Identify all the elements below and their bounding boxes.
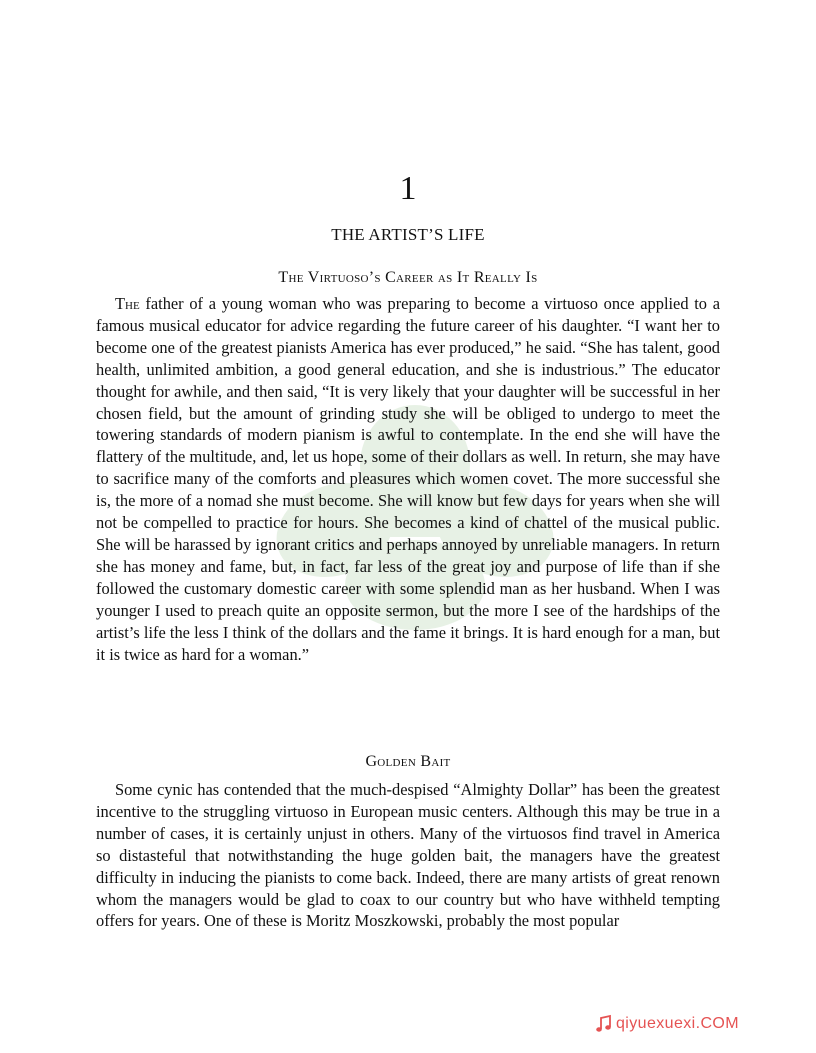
body-paragraph [96, 779, 720, 932]
body-paragraph [96, 293, 720, 665]
site-logo-text: qiyuexuexi.COM [616, 1015, 739, 1032]
site-logo[interactable] [594, 1013, 739, 1035]
paragraph-text: Some cynic has contended that the much-despised “Almighty Dollar” has been the greatest incentive to the struggling virtuoso in European music centers. Although this may be true in a number of cases, it is certainly unjust in others. Many of the virtuosos find travel in America so distasteful that notwithstanding the huge golden bait, the managers have the greatest difficulty in inducing the pianists to come back. Indeed, there are many artists of great renown whom the managers would be glad to coax to our country but who have withheld tempting offers for years. One of these is Moritz Moszkowski, probably the most popular [96, 780, 720, 931]
paragraph-text: father of a young woman who was preparing to become a virtuoso once applied to a famous musical educator for advice regarding the future career of his daughter. “I want her to become one of the greatest pianists America has ever produced,” he said. “She has talent, good health, unlimited ambition, a good general education, and she is industrious.” The educator thought for awhile, and then said, “It is very likely that your daughter will be successful in her chosen field, but the amount of grinding study she will be obliged to undergo to meet the towering standards of modern pianism is awful to contemplate. In the end she will have the flattery of the multitude, and, let us hope, some of their dollars as well. In return, she may have to sacrifice many of the comforts and pleasures which women covet. The more successful she is, the more of a nomad she must become. She will know but few days for years when she will not be compelled to practice for hours. She becomes a kind of chattel of the musical public. She will be harassed by ignorant critics and perhaps annoyed by unreliable managers. In return she has money and fame, but, in fact, far less of the great joy and purpose of life than if she followed the customary domestic career with some splendid man as her husband. When I was younger I used to preach quite an opposite sermon, but the more I see of the hardships of the artist’s life the less I think of the dollars and the fame it brings. It is hard enough for a man, but it is twice as hard for a woman.” [96, 294, 720, 664]
chapter-title: THE ARTIST’S LIFE [331, 225, 485, 244]
paragraph-lead-word: The [115, 294, 140, 313]
chapter-number: 1 [399, 170, 417, 207]
music-note-icon [594, 1014, 614, 1034]
section-heading: The Virtuoso’s Career as It Really Is [278, 269, 538, 286]
section-heading: Golden Bait [365, 753, 451, 770]
